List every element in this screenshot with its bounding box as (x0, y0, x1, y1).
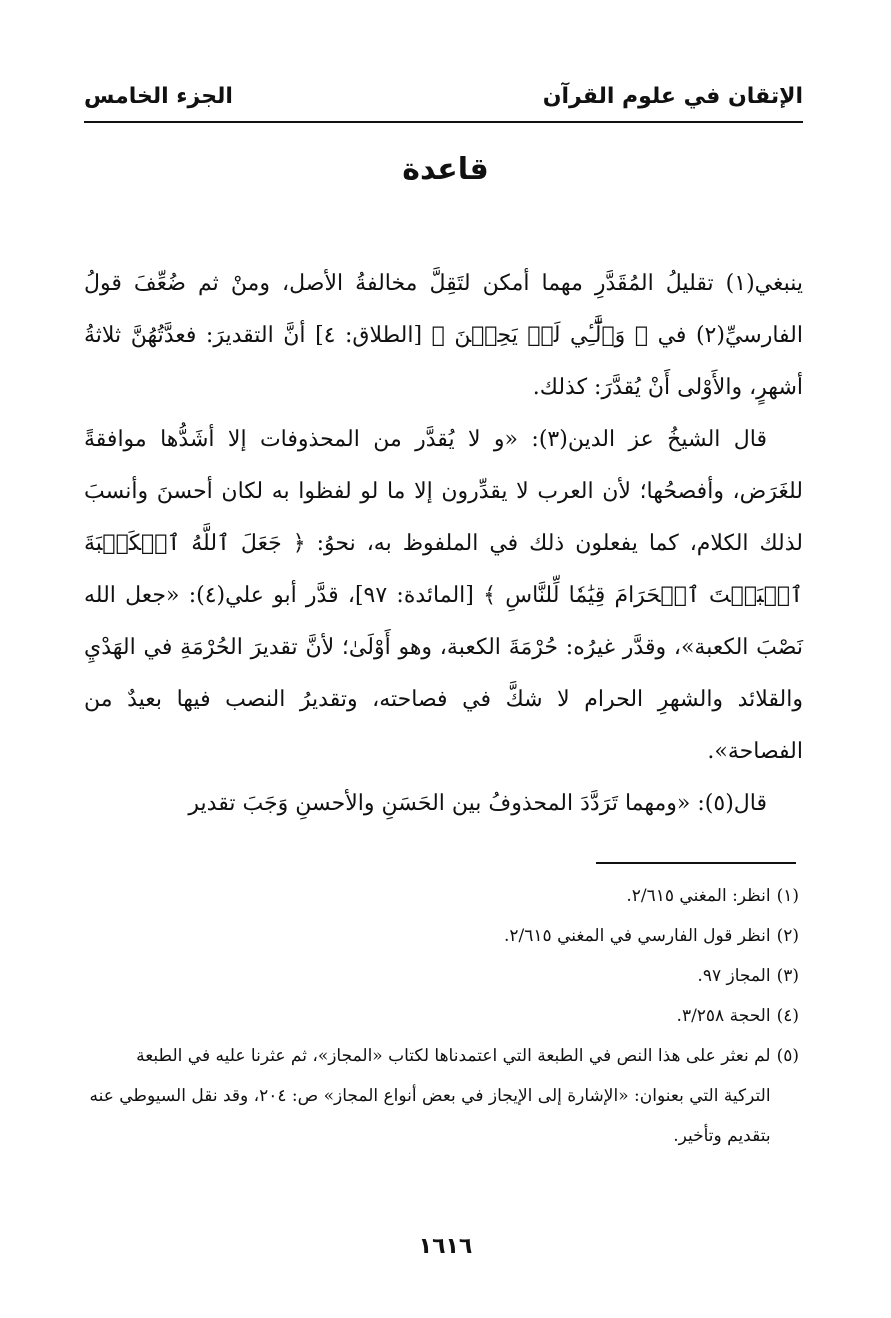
volume-label: الجزء الخامس (84, 83, 233, 109)
footnote-number: (١) (776, 886, 799, 906)
footnote-2 (84, 916, 799, 956)
main-text (84, 258, 803, 830)
footnote-4 (84, 996, 799, 1036)
footnote-1 (84, 876, 799, 916)
book-title: الإتقان في علوم القرآن (542, 83, 803, 109)
paragraph-1: ينبغي(١) تقليلُ المُقَدَّرِ مهما أمكن لتَقِلَّ مخالفةُ الأصل، ومنْ ثم ضُعِّفَ قولُ الفارسيِّ(٢) في ﴿ وَٱلَّٰٓـِٔي لَمۡ يَحِضۡنَ ﴾ [الطلاق: ٤] أنَّ التقديرَ: فعدَّتُهُنَّ ثلاثةُ أشهرٍ، والأَوْلى أَنْ يُقدَّرَ: كذلك. (84, 271, 803, 400)
running-header (84, 78, 803, 114)
page-number: ١٦١٦ (418, 1234, 473, 1259)
footnote-text: انظر قول الفارسي في المغني ٢/٦١٥. (504, 926, 771, 946)
header-divider (84, 121, 803, 123)
footnote-number: (٤) (776, 1006, 799, 1026)
paragraph-3: قال(٥): «ومهما تَرَدَّدَ المحذوفُ بين الحَسَنِ والأحسنِ وَجَبَ تقدير (188, 791, 767, 816)
footnote-text: لم نعثر على هذا النص في الطبعة التي اعتمدناها لكتاب «المجاز»، ثم عثرنا عليه في الطبعة التركية التي بعنوان: «الإشارة إلى الإيجاز في بعض أنواع المجاز» ص: ٢٠٤، وقد نقل السيوطي عنه بتقديم وتأخير. (89, 1046, 771, 1146)
footnote-number: (٣) (776, 966, 799, 986)
footnote-number: (٢) (776, 926, 799, 946)
footnote-text: المجاز ٩٧. (697, 966, 771, 986)
paragraph-2: قال الشيخُ عز الدين(٣): «و لا يُقدَّر من المحذوفات إلا أشَدُّها موافقةً للغَرَض، وأفصحُها؛ لأن العرب لا يقدِّرون إلا ما لو لفظوا به لكان أحسنَ وأنسبَ لذلك الكلام، كما يفعلون ذلك في الملفوظ به، نحوُ: ﴿ جَعَلَ ٱللَّهُ ٱلۡكَعۡبَةَ ٱلۡبَيۡتَ ٱلۡحَرَامَ قِيَٰمٗا لِّلنَّاسِ ﴾ [المائدة: ٩٧]، قدَّر أبو علي(٤): «جعل الله نَصْبَ الكعبة»، وقدَّر غيرُه: حُرْمَةَ الكعبة، وهو أَوْلَىٰ؛ لأنَّ تقديرَ الحُرْمَةِ في الهَدْيِ والقلائد والشهرِ الحرام لا شكَّ في فصاحته، وتقديرُ النصب فيها بعيدٌ من الفصاحة». (84, 427, 803, 764)
footnote-text: انظر: المغني ٢/٦١٥. (626, 886, 771, 906)
section-title: قاعدة (402, 152, 489, 187)
footnotes (84, 876, 799, 1156)
footnote-divider (596, 862, 796, 864)
footnote-number: (٥) (776, 1046, 799, 1066)
footnote-text: الحجة ٣/٢٥٨. (676, 1006, 771, 1026)
footnote-3 (84, 956, 799, 996)
footnote-5 (84, 1036, 799, 1156)
